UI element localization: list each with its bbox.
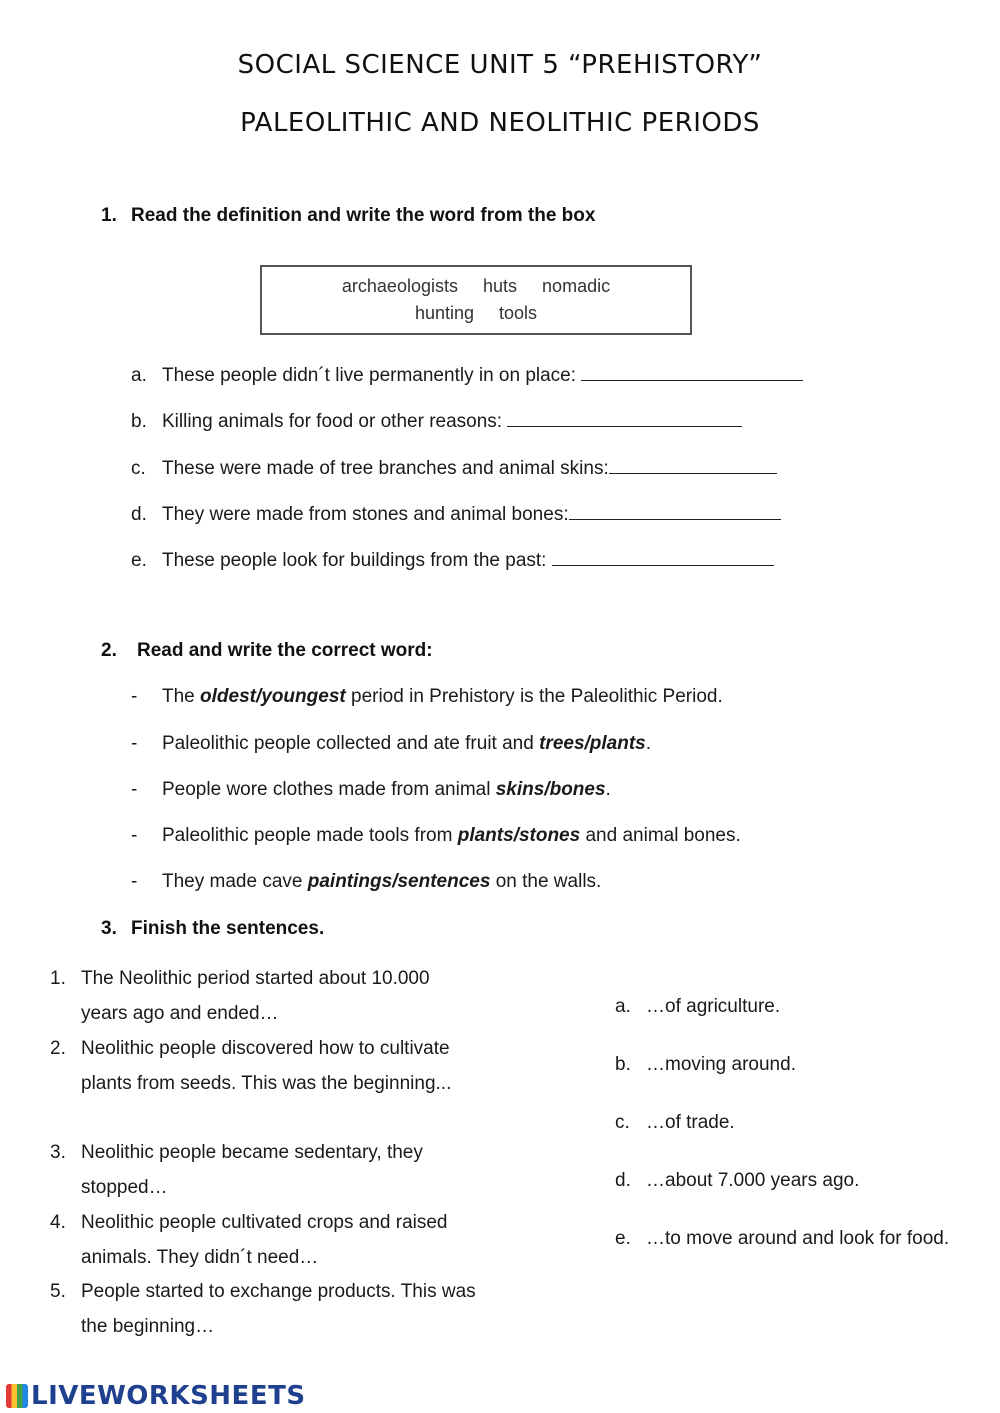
answer-blank[interactable] bbox=[552, 547, 774, 566]
sentence-start-3[interactable]: 3. Neolithic people became sedentary, they stopped… bbox=[50, 1142, 423, 1198]
answer-blank[interactable] bbox=[609, 455, 777, 474]
sentence-start-1[interactable]: 1. The Neolithic period started about 10.000 years ago and ended… bbox=[50, 968, 430, 1024]
answer-blank[interactable] bbox=[569, 501, 781, 520]
sentence-end-a[interactable]: a. …of agriculture. bbox=[615, 996, 781, 1017]
word-choice[interactable]: trees/plants bbox=[539, 733, 646, 754]
sentence-start-5[interactable]: 5. People started to exchange products. This was the beginning… bbox=[50, 1281, 476, 1337]
answer-blank[interactable] bbox=[507, 408, 742, 427]
liveworksheets-logo: LIVEWORKSHEETS bbox=[6, 1380, 306, 1412]
sentence-start-2[interactable]: 2. Neolithic people discovered how to cultivate plants from seeds. This was the beginning... bbox=[50, 1038, 452, 1094]
word-box bbox=[260, 265, 692, 335]
question-d: d. They were made from stones and animal bones: bbox=[131, 501, 781, 526]
question-c: c. These were made of tree branches and animal skins: bbox=[131, 455, 777, 480]
page-subtitle: PALEOLITHIC AND NEOLITHIC PERIODS bbox=[240, 108, 760, 138]
section2-heading: 2. Read and write the correct word: bbox=[101, 640, 433, 661]
word-choice[interactable]: skins/bones bbox=[495, 779, 606, 800]
box-word: hunting bbox=[414, 303, 474, 323]
question-e: e. These people look for buildings from the past: bbox=[131, 547, 774, 572]
liveworksheets-logo-icon bbox=[6, 1384, 28, 1408]
choice-item: - They made cave paintings/sentences on the walls. bbox=[131, 871, 602, 892]
word-choice[interactable]: oldest/youngest bbox=[200, 686, 346, 707]
section3-heading: 3. Finish the sentences. bbox=[101, 918, 325, 939]
answer-blank[interactable] bbox=[581, 362, 803, 381]
section1-heading: 1. Read the definition and write the word from the box bbox=[101, 205, 596, 226]
word-choice[interactable]: paintings/sentences bbox=[307, 871, 491, 892]
choice-item: - People wore clothes made from animal skins/bones. bbox=[131, 779, 611, 800]
box-word: tools bbox=[499, 303, 538, 323]
question-a: a. These people didn´t live permanently in on place: bbox=[131, 362, 803, 387]
sentence-end-d[interactable]: d. …about 7.000 years ago. bbox=[615, 1170, 860, 1191]
word-choice[interactable]: plants/stones bbox=[457, 825, 581, 846]
question-b: b. Killing animals for food or other reasons: bbox=[131, 408, 742, 433]
page-title: SOCIAL SCIENCE UNIT 5 “PREHISTORY” bbox=[237, 50, 763, 80]
choice-item: - Paleolithic people made tools from plants/stones and animal bones. bbox=[131, 825, 741, 846]
sentence-end-b[interactable]: b. …moving around. bbox=[615, 1054, 796, 1075]
sentence-end-c[interactable]: c. …of trade. bbox=[615, 1112, 735, 1133]
choice-item: - Paleolithic people collected and ate fruit and trees/plants. bbox=[131, 733, 652, 754]
choice-item: - The oldest/youngest period in Prehistory is the Paleolithic Period. bbox=[131, 686, 723, 707]
sentence-end-e[interactable]: e. …to move around and look for food. bbox=[615, 1228, 950, 1249]
box-word: huts bbox=[483, 276, 518, 296]
box-word: nomadic bbox=[542, 276, 611, 296]
sentence-start-4[interactable]: 4. Neolithic people cultivated crops and raised animals. They didn´t need… bbox=[50, 1212, 448, 1268]
box-word: archaeologists bbox=[341, 276, 458, 296]
